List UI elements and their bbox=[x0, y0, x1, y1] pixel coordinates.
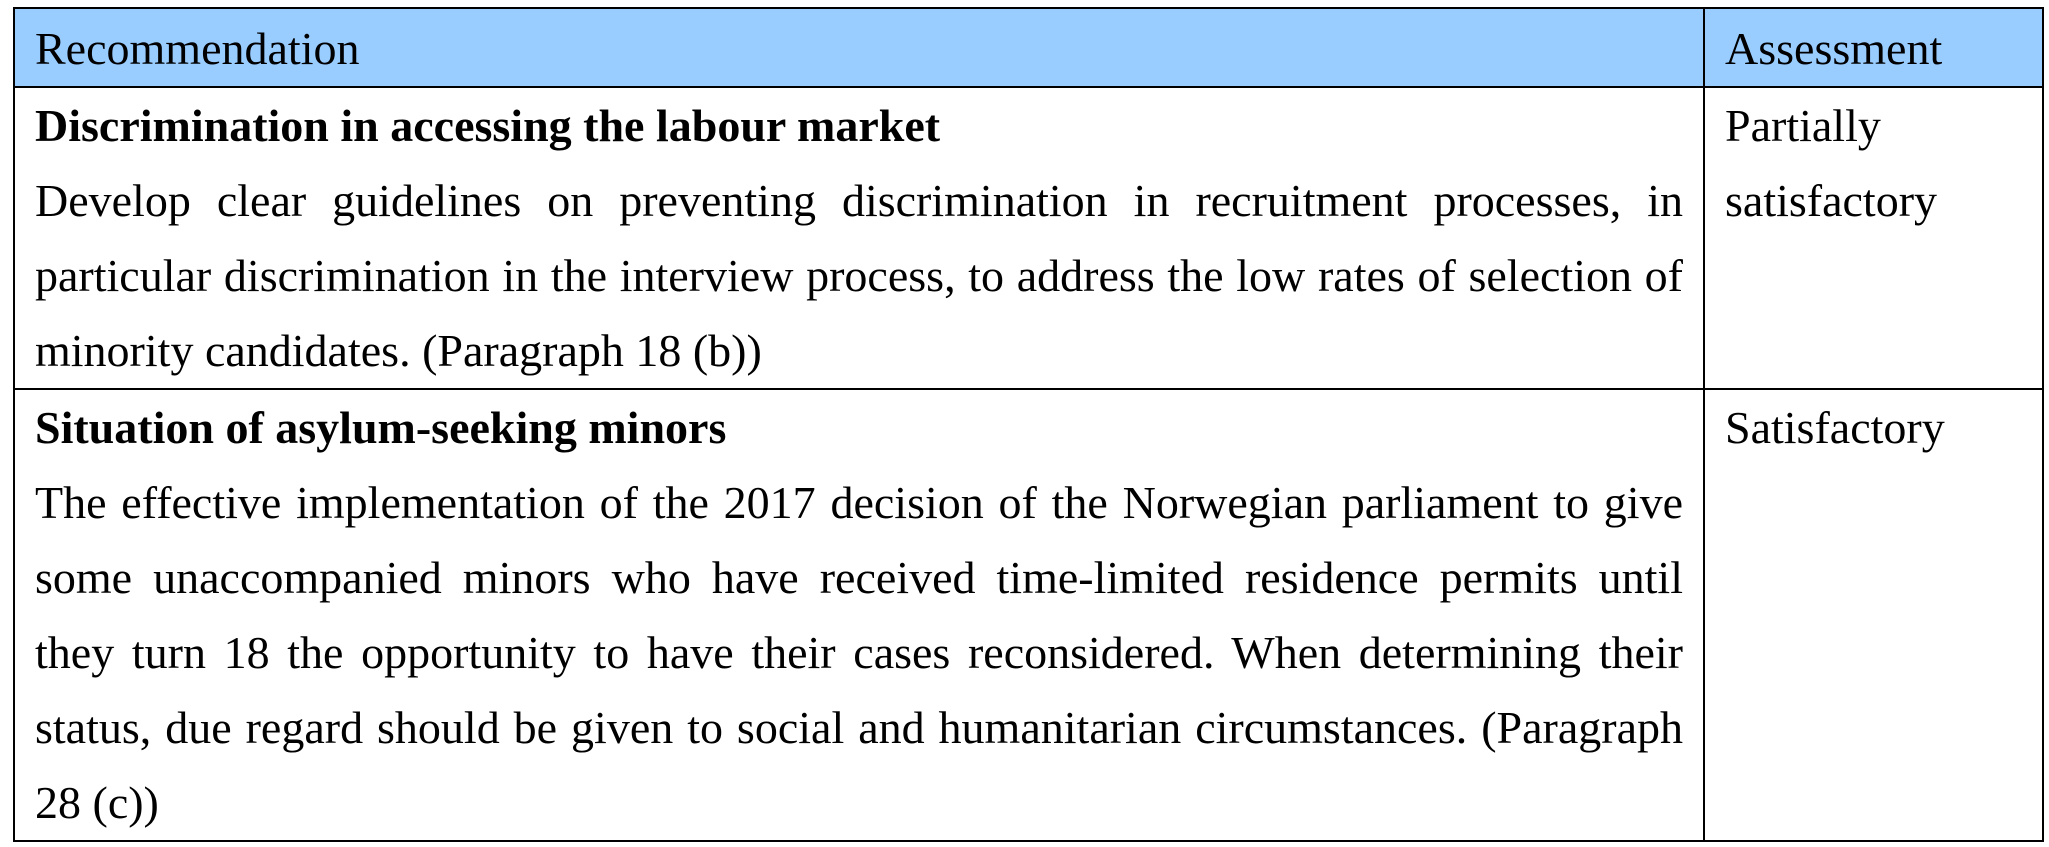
recommendation-assessment-table bbox=[13, 7, 2044, 842]
table-header-row bbox=[14, 8, 2043, 87]
recommendation-cell bbox=[14, 389, 1704, 841]
table-row bbox=[14, 389, 2043, 841]
header-recommendation: Recommendation bbox=[14, 8, 1704, 87]
header-assessment: Assessment bbox=[1704, 8, 2043, 87]
recommendation-cell bbox=[14, 87, 1704, 389]
assessment-cell: Partially satisfactory bbox=[1704, 87, 2043, 389]
assessment-cell: Satisfactory bbox=[1704, 389, 2043, 841]
recommendation-title: Situation of asylum-seeking minors bbox=[35, 402, 727, 453]
table-row bbox=[14, 87, 2043, 389]
recommendation-title: Discrimination in accessing the labour market bbox=[35, 100, 941, 151]
recommendation-text: The effective implementation of the 2017 decision of the Norwegian parliament to give some unaccompanied minors who have received time-limited residence permits until they turn 18 the opportunity to have their cases reconsidered. When determining their status, due regard should be given to social and humanitarian circumstances. (Paragraph 28 (c)) bbox=[35, 477, 1683, 828]
recommendation-text: Develop clear guidelines on preventing discrimination in recruitment processes, in particular discrimination in the interview process, to address the low rates of selection of minority candidates. (Paragraph 18 (b)) bbox=[35, 175, 1683, 376]
